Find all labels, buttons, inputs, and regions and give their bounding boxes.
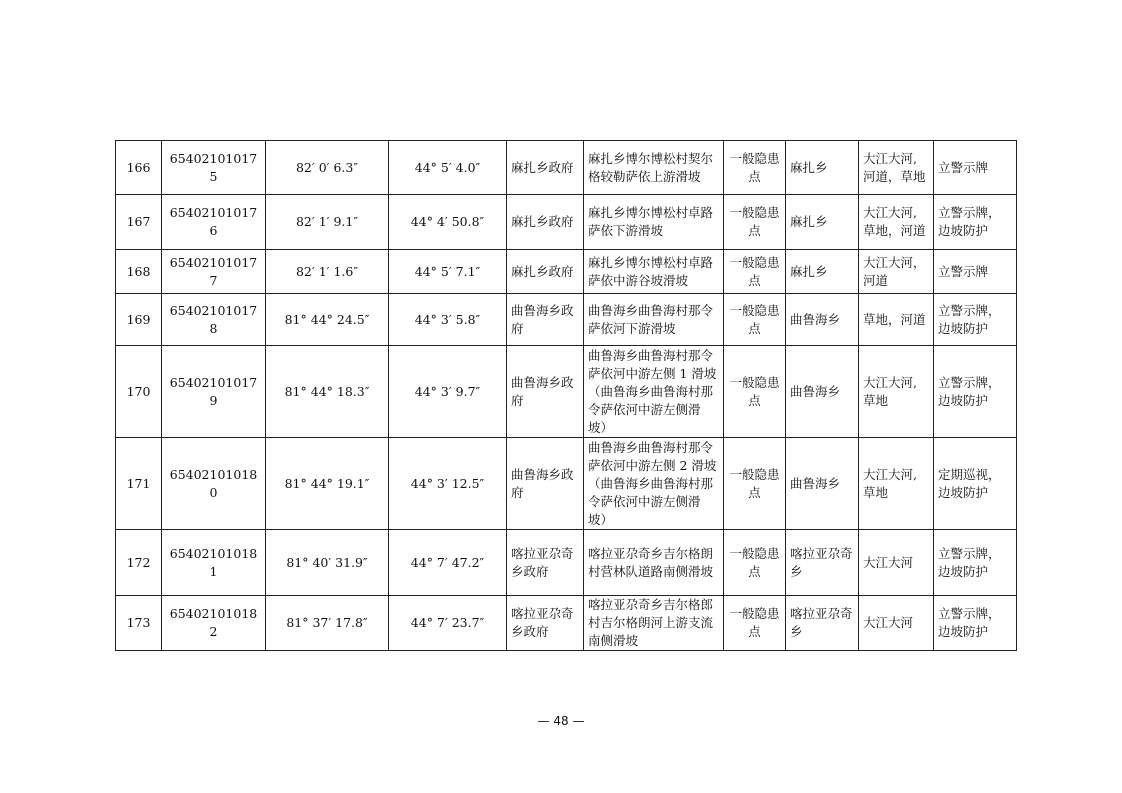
cell-longitude: 82′ 1′ 1.6″: [266, 250, 389, 294]
cell-longitude: 81° 44° 19.1″: [266, 438, 389, 530]
cell-hazard-name: 喀拉亚尕奇乡吉尔格郎村吉尔格朗河上游支流南侧滑坡: [584, 596, 724, 651]
cell-no: 172: [116, 530, 162, 596]
cell-township: 喀拉亚尕奇乡: [786, 596, 859, 651]
cell-hazard-name: 麻扎乡博尔博松村卓路萨依下游滑坡: [584, 195, 724, 250]
cell-level: 一般隐患点: [724, 250, 786, 294]
cell-hazard-name: 曲鲁海乡曲鲁海村那令萨依河中游左侧 2 滑坡（曲鲁海乡曲鲁海村那令萨依河中游左侧滑坡）: [584, 438, 724, 530]
cell-responsible-unit: 曲鲁海乡政府: [507, 438, 584, 530]
cell-township: 麻扎乡: [786, 250, 859, 294]
cell-longitude: 82′ 0′ 6.3″: [266, 141, 389, 195]
cell-hazard-name: 曲鲁海乡曲鲁海村那令萨依河中游左侧 1 滑坡（曲鲁海乡曲鲁海村那令萨依河中游左侧滑坡）: [584, 346, 724, 438]
cell-no: 166: [116, 141, 162, 195]
cell-level: 一般隐患点: [724, 141, 786, 195]
cell-no: 169: [116, 294, 162, 346]
cell-township: 曲鲁海乡: [786, 438, 859, 530]
table-row: [116, 346, 1017, 438]
table-row: [116, 250, 1017, 294]
cell-threat-object: 大江大河，河道: [859, 250, 934, 294]
cell-level: 一般隐患点: [724, 438, 786, 530]
table-row: [116, 438, 1017, 530]
cell-township: 曲鲁海乡: [786, 346, 859, 438]
cell-township: 曲鲁海乡: [786, 294, 859, 346]
cell-responsible-unit: 曲鲁海乡政府: [507, 346, 584, 438]
cell-measure: 立警示牌，边坡防护: [934, 294, 1017, 346]
cell-no: 168: [116, 250, 162, 294]
cell-hazard-name: 曲鲁海乡曲鲁海村那令萨依河下游滑坡: [584, 294, 724, 346]
cell-responsible-unit: 喀拉亚尕奇乡政府: [507, 596, 584, 651]
cell-threat-object: 大江大河,草地，河道: [859, 195, 934, 250]
cell-hazard-name: 麻扎乡博尔博松村卓路萨依中游谷坡滑坡: [584, 250, 724, 294]
cell-threat-object: 大江大河,河道，草地: [859, 141, 934, 195]
cell-measure: 立警示牌，边坡防护: [934, 530, 1017, 596]
cell-code: 654021010178: [162, 294, 266, 346]
cell-no: 173: [116, 596, 162, 651]
cell-responsible-unit: 麻扎乡政府: [507, 250, 584, 294]
cell-latitude: 44° 3′ 5.8″: [389, 294, 507, 346]
cell-no: 170: [116, 346, 162, 438]
cell-latitude: 44° 5′ 7.1″: [389, 250, 507, 294]
cell-hazard-name: 喀拉亚尕奇乡吉尔格朗村营林队道路南侧滑坡: [584, 530, 724, 596]
cell-threat-object: 大江大河,草地: [859, 346, 934, 438]
cell-code: 654021010176: [162, 195, 266, 250]
cell-code: 654021010180: [162, 438, 266, 530]
cell-code: 654021010181: [162, 530, 266, 596]
cell-code: 654021010175: [162, 141, 266, 195]
cell-latitude: 44° 7′ 47.2″: [389, 530, 507, 596]
cell-level: 一般隐患点: [724, 294, 786, 346]
cell-threat-object: 大江大河: [859, 530, 934, 596]
cell-longitude: 81° 44° 24.5″: [266, 294, 389, 346]
cell-level: 一般隐患点: [724, 530, 786, 596]
cell-level: 一般隐患点: [724, 195, 786, 250]
cell-code: 654021010179: [162, 346, 266, 438]
cell-township: 麻扎乡: [786, 195, 859, 250]
cell-threat-object: 大江大河: [859, 596, 934, 651]
cell-latitude: 44° 7′ 23.7″: [389, 596, 507, 651]
cell-responsible-unit: 麻扎乡政府: [507, 195, 584, 250]
cell-measure: 立警示牌: [934, 141, 1017, 195]
cell-code: 654021010182: [162, 596, 266, 651]
cell-latitude: 44° 3′ 9.7″: [389, 346, 507, 438]
page-number: — 48 —: [537, 714, 585, 728]
cell-code: 654021010177: [162, 250, 266, 294]
table-row: [116, 596, 1017, 651]
hazard-table: [115, 140, 1017, 651]
cell-longitude: 82′ 1′ 9.1″: [266, 195, 389, 250]
cell-level: 一般隐患点: [724, 596, 786, 651]
cell-threat-object: 大江大河,草地: [859, 438, 934, 530]
cell-township: 麻扎乡: [786, 141, 859, 195]
cell-hazard-name: 麻扎乡博尔博松村契尔格较勒萨依上游滑坡: [584, 141, 724, 195]
cell-longitude: 81° 37′ 17.8″: [266, 596, 389, 651]
cell-latitude: 44° 5′ 4.0″: [389, 141, 507, 195]
cell-longitude: 81° 40′ 31.9″: [266, 530, 389, 596]
cell-threat-object: 草地，河道: [859, 294, 934, 346]
table-row: [116, 141, 1017, 195]
cell-township: 喀拉亚尕奇乡: [786, 530, 859, 596]
table-row: [116, 294, 1017, 346]
cell-no: 167: [116, 195, 162, 250]
cell-measure: 立警示牌，边坡防护: [934, 195, 1017, 250]
cell-responsible-unit: 曲鲁海乡政府: [507, 294, 584, 346]
cell-measure: 立警示牌: [934, 250, 1017, 294]
table-row: [116, 530, 1017, 596]
cell-measure: 立警示牌，边坡防护: [934, 596, 1017, 651]
cell-no: 171: [116, 438, 162, 530]
cell-longitude: 81° 44° 18.3″: [266, 346, 389, 438]
cell-measure: 定期巡视，边坡防护: [934, 438, 1017, 530]
cell-measure: 立警示牌，边坡防护: [934, 346, 1017, 438]
cell-level: 一般隐患点: [724, 346, 786, 438]
cell-latitude: 44° 3′ 12.5″: [389, 438, 507, 530]
table-row: [116, 195, 1017, 250]
cell-latitude: 44° 4′ 50.8″: [389, 195, 507, 250]
cell-responsible-unit: 麻扎乡政府: [507, 141, 584, 195]
cell-responsible-unit: 喀拉亚尕奇乡政府: [507, 530, 584, 596]
